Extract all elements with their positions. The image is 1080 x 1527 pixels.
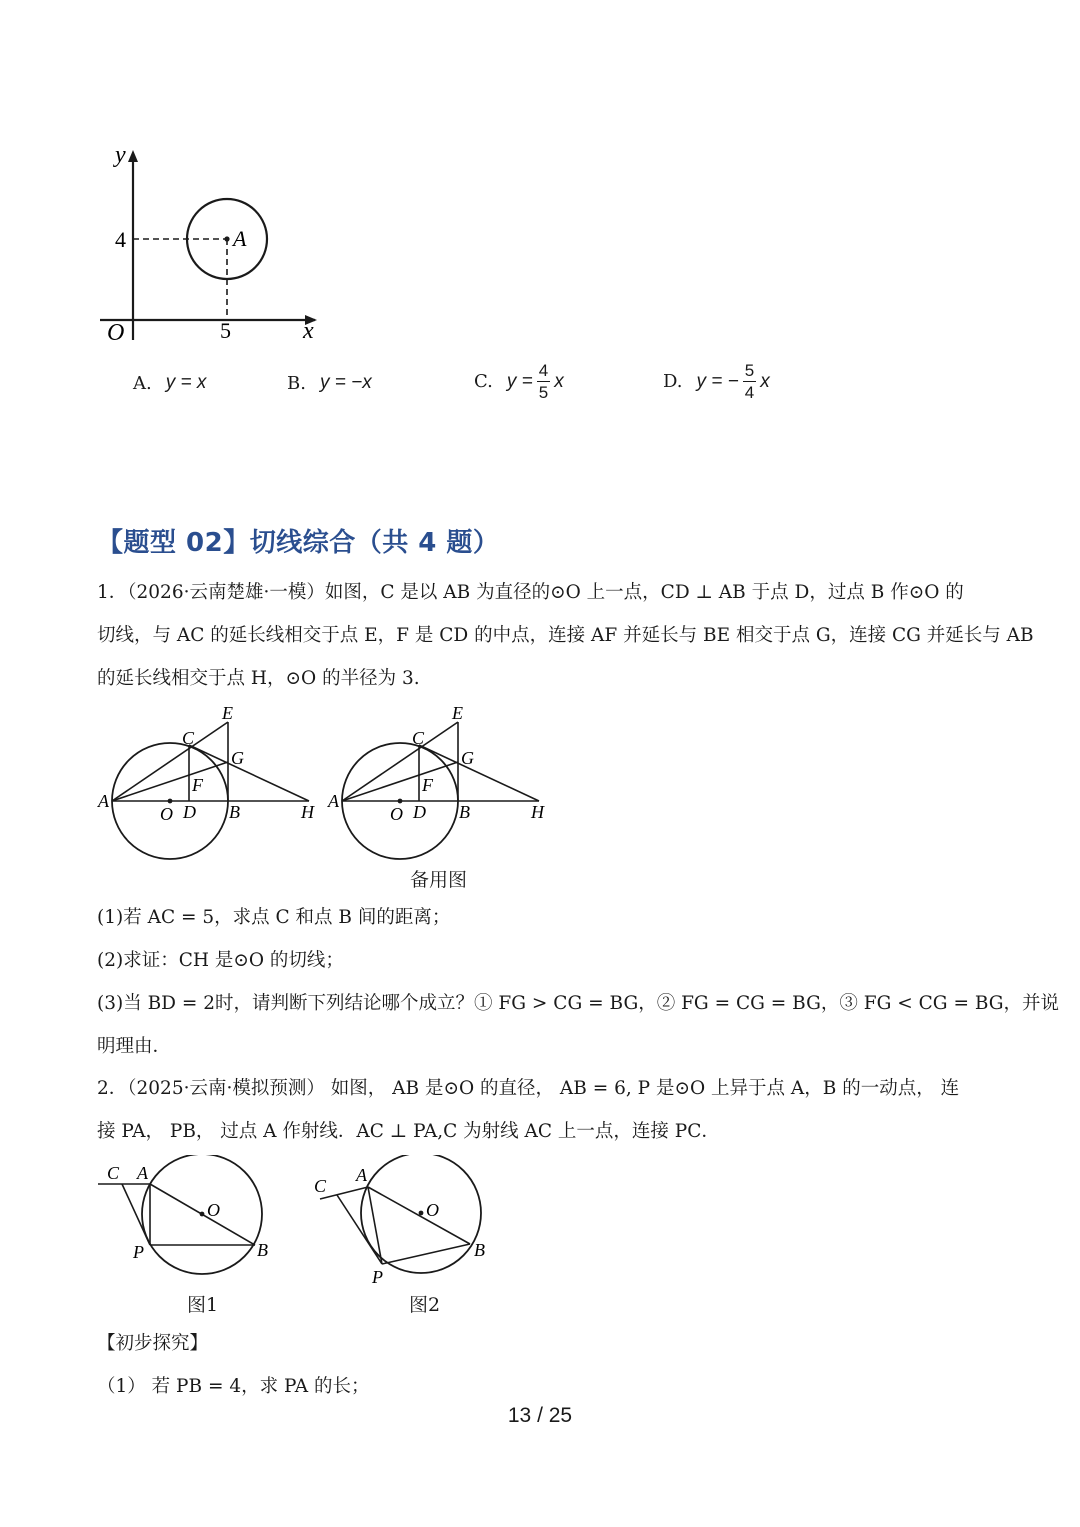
point-a-label: A <box>98 791 109 811</box>
point-h-label: H <box>531 802 544 822</box>
q1-part-1: (1)若 AC = 5，求点 C 和点 B 间的距离； <box>97 907 451 928</box>
point-h-label: H <box>301 802 314 822</box>
option-c: C. y = $\frac{4}{5}$ x <box>474 361 564 402</box>
option-b: B. y = −x <box>287 372 372 394</box>
point-f-label: F <box>192 775 203 795</box>
point-d-label: D <box>413 802 426 822</box>
q1-line-3: 的延长线相交于点 H，⊙O 的半径为 3. <box>97 668 420 689</box>
point-g-label: G <box>461 748 474 768</box>
q1-figure <box>95 700 335 865</box>
point-a-label: A <box>356 1165 367 1185</box>
origin-label: O <box>107 320 125 346</box>
y-axis-label: y <box>115 142 126 168</box>
point-o-label: O <box>207 1200 220 1220</box>
q1-part-2: (2)求证：CH 是⊙O 的切线； <box>97 950 344 971</box>
figure-2-caption: 图2 <box>409 1294 441 1316</box>
point-a-label: A <box>328 791 339 811</box>
q1-spare-figure <box>325 700 565 865</box>
point-c-label: C <box>107 1163 120 1183</box>
point-b-label: B <box>229 802 240 822</box>
q2-line-1: 2．（2025·云南·模拟预测） 如图， AB 是⊙O 的直径， AB = 6, P 是⊙O 上异于点 A，B 的一动点， 连 <box>97 1078 960 1099</box>
y-tick-label: 4 <box>115 227 126 252</box>
point-p-label: P <box>133 1242 144 1262</box>
spare-figure-caption: 备用图 <box>410 869 468 891</box>
point-o-label: O <box>160 804 173 824</box>
option-d: D. y = − $\frac{5}{4}$ x <box>663 361 770 402</box>
q1-part-3: (3)当 BD = 2时，请判断下列结论哪个成立？① FG > CG = BG，② FG = CG = BG，③ FG < CG = BG，并说 <box>97 993 1060 1014</box>
point-p-label: P <box>372 1267 383 1287</box>
q2-figure-1 <box>95 1155 285 1290</box>
q2-line-2: 接 PA， PB， 过点 A 作射线．AC ⊥ PA,C 为射线 AC 上一点，连接 PC． <box>97 1121 720 1142</box>
point-o-label: O <box>426 1200 439 1220</box>
q1-line-2: 切线，与 AC 的延长线相交于点 E，F 是 CD 的中点，连接 AF 并延长与 BE 相交于点 G，连接 CG 并延长与 AB <box>97 625 1034 646</box>
q1-line-1: 1．（2026·云南楚雄·一模）如图，C 是以 AB 为直径的⊙O 上一点，CD ⊥ AB 于点 D，过点 B 作⊙O 的 <box>97 582 964 603</box>
x-tick-label: 5 <box>220 318 231 343</box>
fraction: $\frac{4}{5}$ <box>538 361 549 402</box>
explore-heading: 【初步探究】 <box>97 1333 209 1354</box>
point-e-label: E <box>222 703 233 723</box>
option-a: A. y = x <box>133 372 207 394</box>
point-c-label: C <box>412 728 425 748</box>
x-axis-label: x <box>303 318 314 344</box>
point-o-label: O <box>390 804 403 824</box>
q1-part-3-cont: 明理由． <box>97 1036 172 1057</box>
page-number: 13 / 25 <box>507 1404 573 1427</box>
point-g-label: G <box>231 748 244 768</box>
point-a-label: A <box>137 1163 148 1183</box>
point-f-label: F <box>422 775 433 795</box>
section-heading: 【题型 02】切线综合（共 4 题） <box>97 528 500 558</box>
point-b-label: B <box>257 1240 268 1260</box>
q2-sub-1: （1） 若 PB = 4，求 PA 的长； <box>97 1376 370 1397</box>
point-b-label: B <box>474 1240 485 1260</box>
point-e-label: E <box>452 703 463 723</box>
center-label: A <box>233 226 247 251</box>
coordinate-figure <box>95 140 335 350</box>
point-c-label: C <box>182 728 195 748</box>
point-d-label: D <box>183 802 196 822</box>
q2-figure-2 <box>300 1155 500 1290</box>
point-c-label: C <box>314 1176 327 1196</box>
point-b-label: B <box>459 802 470 822</box>
figure-1-caption: 图1 <box>187 1294 219 1316</box>
fraction: $\frac{5}{4}$ <box>744 361 755 402</box>
